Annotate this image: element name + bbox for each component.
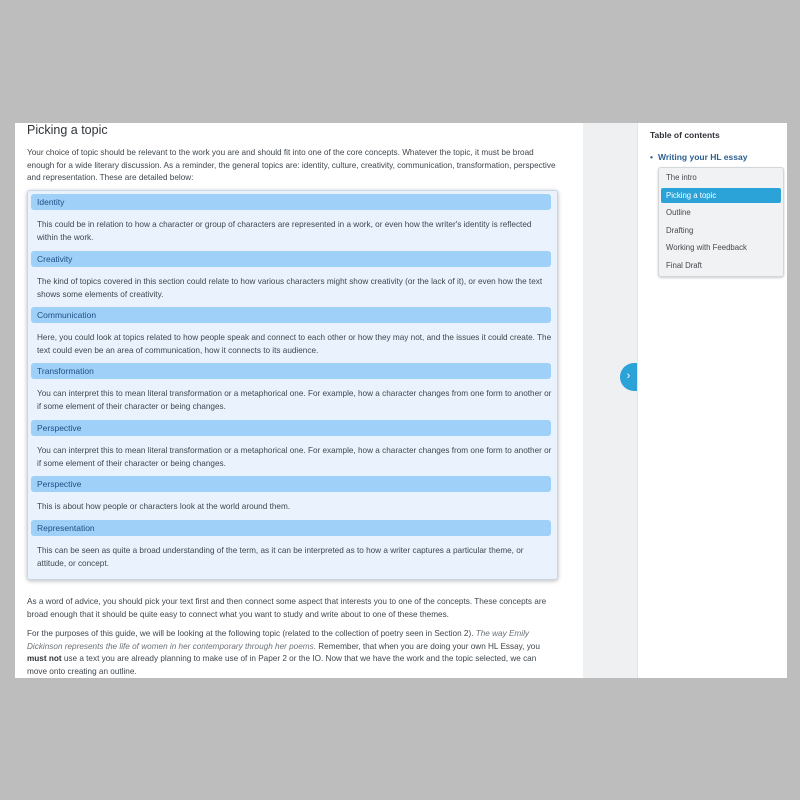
advice-paragraph: As a word of advice, you should pick your text first and then connect some aspect that interests you to one of the concepts. These concepts are broad enough that it should be quite easy to connect what you want to study and write about to one of these themes. — [27, 597, 547, 619]
concept-body-perspective-2: This is about how people or characters look at the world around them. — [37, 502, 291, 511]
concept-heading-perspective-2: Perspective — [31, 476, 551, 492]
toc-section-writing-hl-essay[interactable] — [650, 152, 747, 162]
concept-body-creativity: The kind of topics covered in this section could relate to how various characters might show creativity (or the lack of it), or even how the text shows some elements of creativity. — [37, 277, 543, 299]
toc-item-working-with-feedback[interactable]: Working with Feedback — [666, 243, 747, 252]
intro-paragraph: Your choice of topic should be relevant to the work you are and should fit into one of the core concepts. Whatever the topic, it must be broad enough for a wide literary discussion. As a reminder, the general topics are: identity, culture, creativity, communication, transformation, perspective and representation. These are detailed below: — [27, 148, 556, 182]
concept-heading-representation: Representation — [31, 520, 551, 536]
concept-body-transformation: You can interpret this to mean literal transformation or a metaphorical one. For example, how a character changes from one form to another or if some element of their character or being changes. — [37, 389, 552, 411]
purposes-lead: For the purposes of this guide, we will be looking at the following topic (related to the collection of poetry seen in Section 2). — [27, 629, 476, 638]
concept-body-representation: This can be seen as quite a broad understanding of the term, as it can be interpreted as to how a writer captures a particular theme, or attitude, or concept. — [37, 546, 524, 568]
main-content — [15, 123, 583, 678]
bullet-icon: • — [650, 152, 653, 162]
concept-heading-perspective: Perspective — [31, 420, 551, 436]
purposes-emphasis: must not — [27, 654, 62, 663]
chevron-right-icon: › — [626, 370, 631, 382]
purposes-paragraph — [27, 628, 557, 678]
concepts-panel — [27, 190, 558, 580]
toc-title: Table of contents — [650, 130, 720, 140]
purposes-tail: use a text you are already planning to make use of in Paper 2 or the IO. Now that we have the work and the topic selected, we can move onto creating an outline. — [27, 654, 537, 676]
concept-heading-transformation: Transformation — [31, 363, 551, 379]
page — [15, 123, 787, 678]
toc-item-outline[interactable]: Outline — [666, 208, 691, 217]
table-of-contents — [637, 123, 787, 678]
purposes-mid: Remember, that when you are doing your own HL Essay, you — [315, 641, 540, 651]
concept-heading-creativity: Creativity — [31, 251, 551, 267]
page-title: Picking a topic — [27, 123, 108, 137]
sidebar-gutter — [583, 123, 637, 678]
concept-body-identity: This could be in relation to how a character or group of characters are represented in a work, or even how the writer's identity is reflected within the work. — [37, 220, 532, 242]
toc-item-the-intro[interactable]: The intro — [666, 173, 697, 182]
toc-item-drafting[interactable]: Drafting — [666, 226, 694, 235]
toc-list — [658, 167, 784, 277]
concept-body-communication: Here, you could look at topics related to how people speak and connect to each other or how they may not, and the issues it could create. The text could even be an area of communication, how it connects to its audience. — [37, 333, 552, 355]
concept-heading-communication: Communication — [31, 307, 551, 323]
toc-item-picking-a-topic[interactable]: Picking a topic — [661, 188, 781, 203]
toc-item-final-draft[interactable]: Final Draft — [666, 261, 702, 270]
concept-body-perspective: You can interpret this to mean literal transformation or a metaphorical one. For example, how a character changes from one form to another or if some element of their character or being changes. — [37, 446, 552, 468]
concept-heading-identity: Identity — [31, 194, 551, 210]
purposes-topic: The way Emily Dickinson represents the life of women in her contemporary through her poems. — [27, 629, 529, 651]
toc-section-label: Writing your HL essay — [657, 152, 748, 162]
